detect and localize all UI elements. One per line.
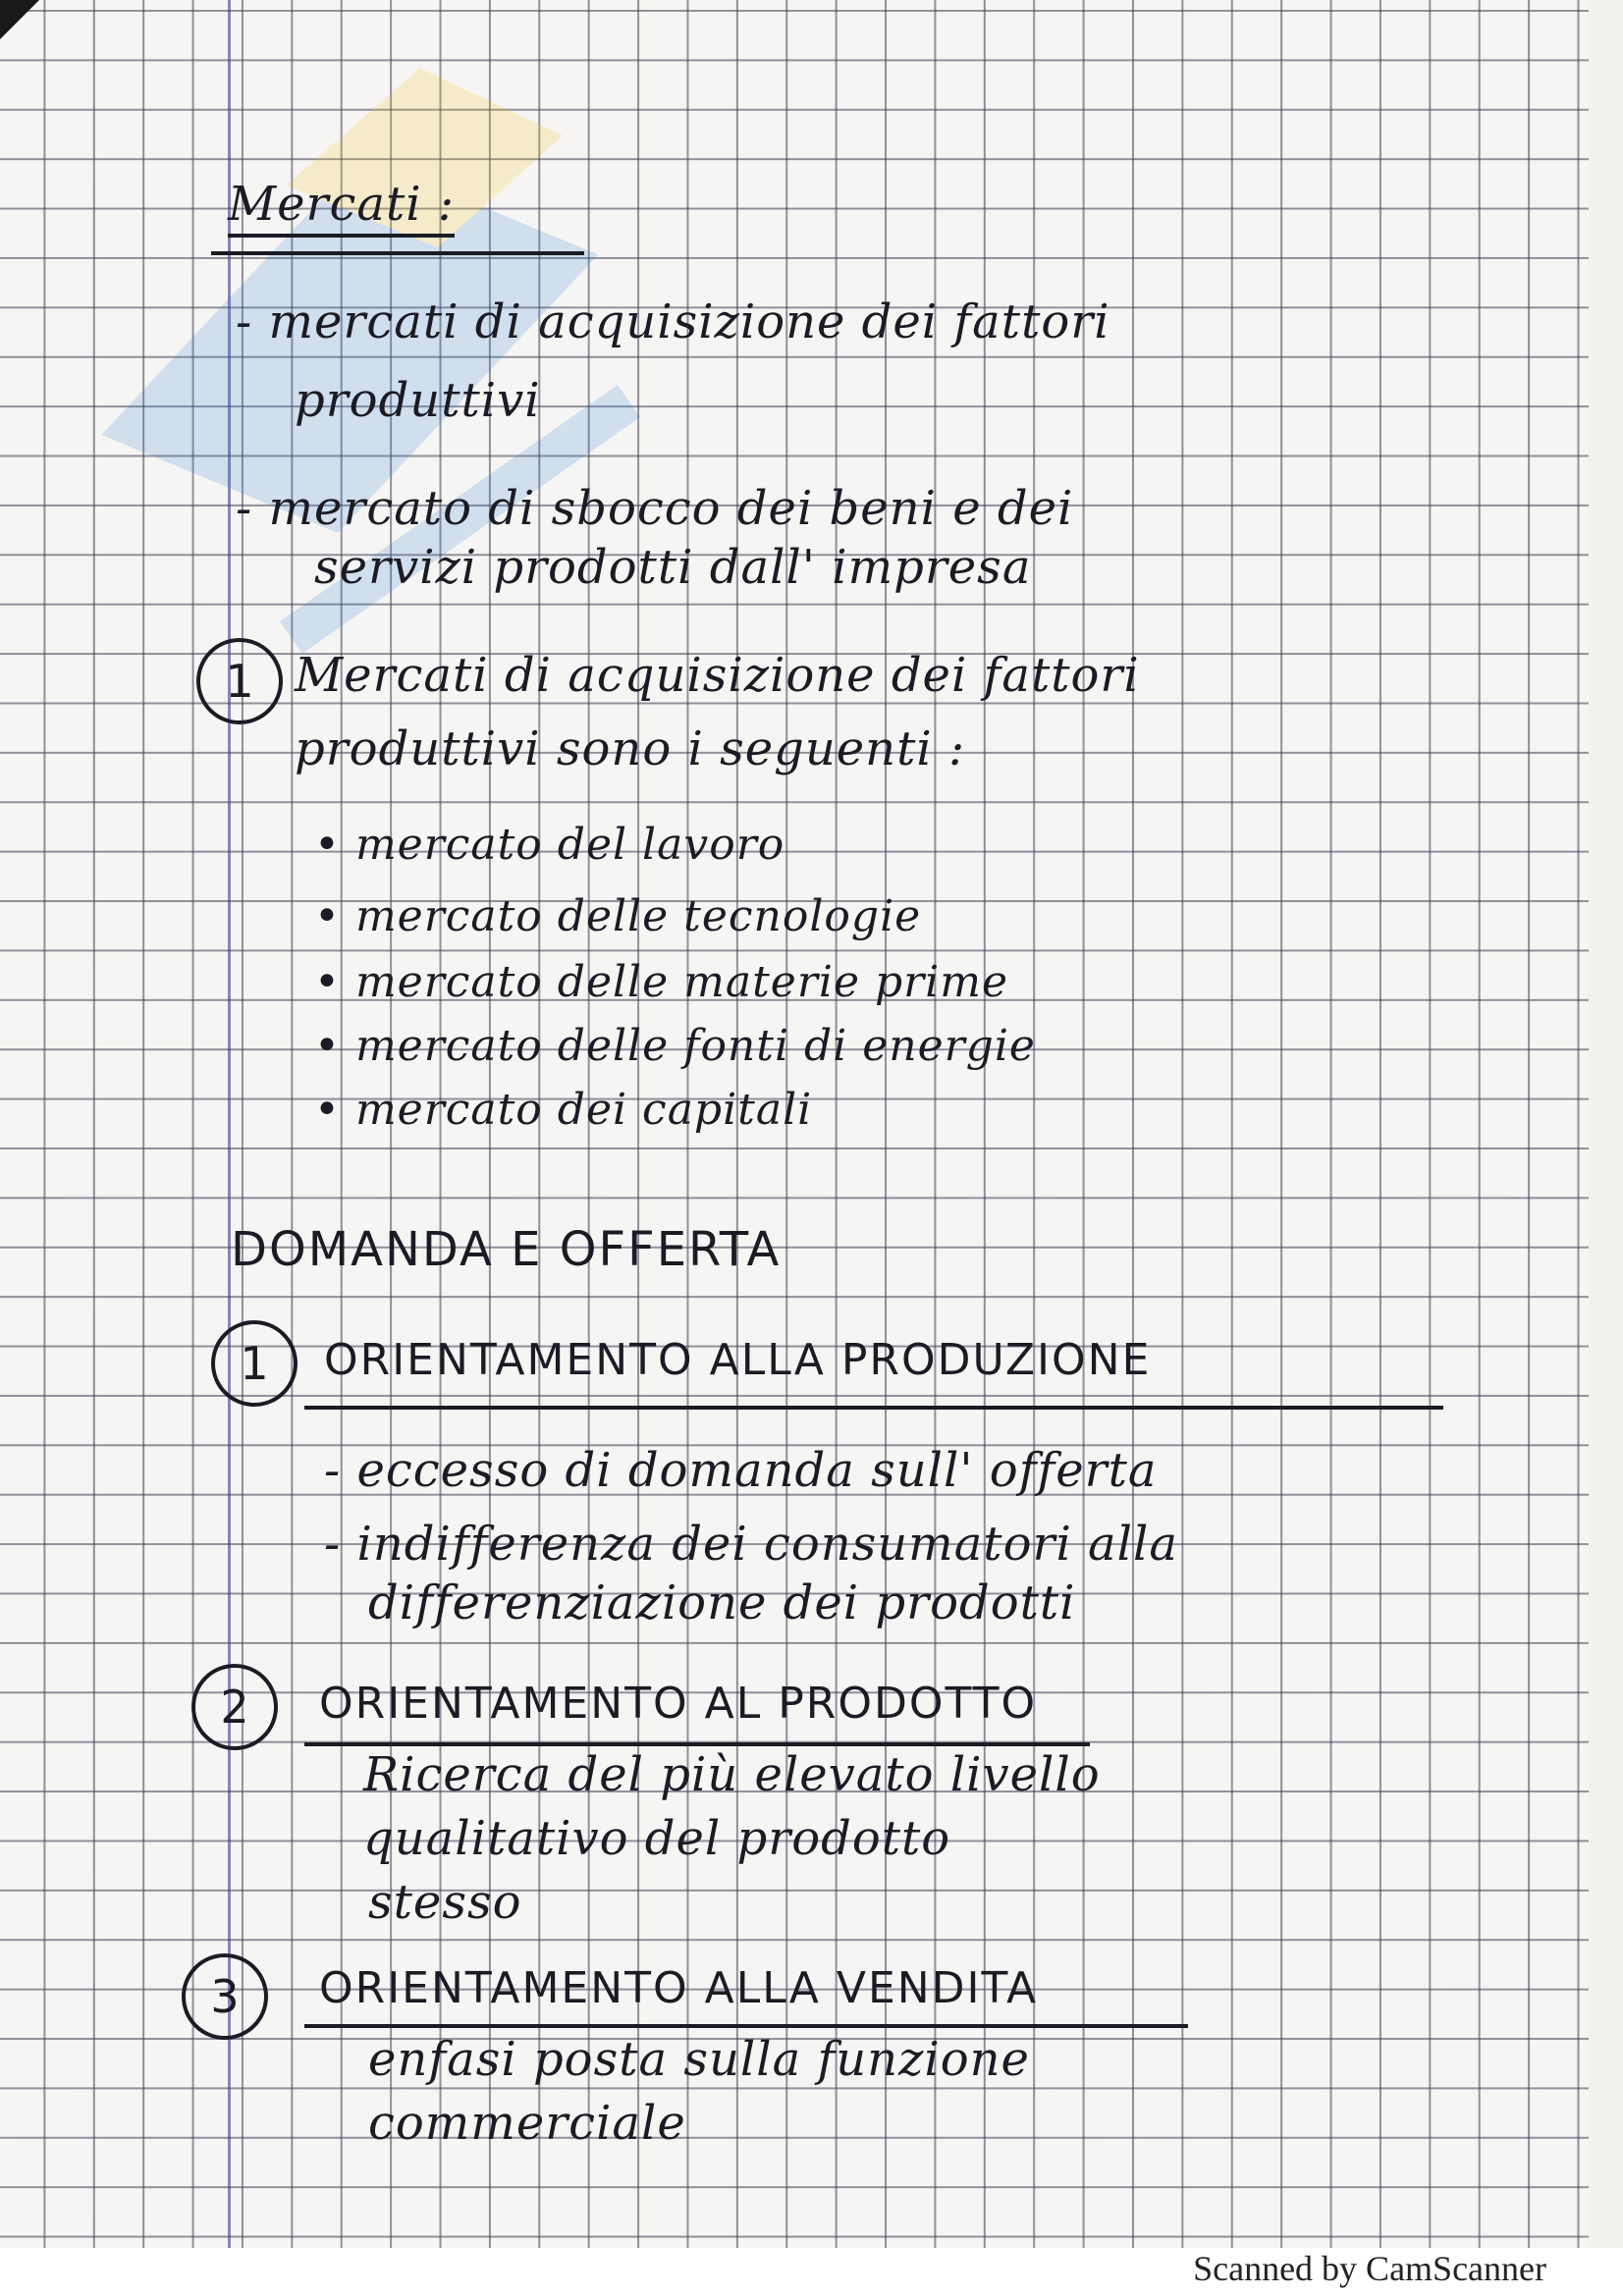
intro-item-1-line-2: produttivi (295, 373, 541, 428)
orient-3-number: 3 (182, 1953, 268, 2040)
orient-1-line-1: - eccesso di domanda sull' offerta (324, 1443, 1158, 1498)
bullet-item: • mercato delle fonti di energie (314, 1021, 1036, 1071)
orient-2-underline (304, 1742, 1090, 1746)
intro-item-1-line-1: - mercati di acquisizione dei fattori (236, 294, 1110, 349)
bullet-item: • mercato del lavoro (314, 820, 785, 870)
orient-3-line-2: commerciale (368, 2096, 686, 2151)
orient-1-number: 1 (211, 1320, 298, 1407)
bullet-item: • mercato delle materie prime (314, 957, 1008, 1007)
orient-1-line-2: - indifferenza dei consumatori alla (324, 1517, 1178, 1572)
orient-2-title: ORIENTAMENTO AL PRODOTTO (319, 1679, 1038, 1729)
title-underline (211, 251, 584, 255)
section-1-line-1: Mercati di acquisizione dei fattori (295, 648, 1140, 703)
orient-3-line-1: enfasi posta sulla funzione (368, 2032, 1030, 2087)
bullet-item: • mercato delle tecnologie (314, 891, 922, 941)
bullet-item: • mercato dei capitali (314, 1085, 813, 1135)
scanner-label: Scanned by CamScanner (1193, 2249, 1546, 2288)
scanner-footer (0, 2248, 1623, 2296)
orient-1-underline (304, 1406, 1443, 1410)
orient-2-number: 2 (191, 1664, 278, 1750)
intro-item-2-line-2: servizi prodotti dall' impresa (314, 540, 1032, 595)
intro-item-2-line-1: - mercato di sbocco dei beni e dei (236, 481, 1074, 536)
orient-1-title: ORIENTAMENTO ALLA PRODUZIONE (324, 1335, 1152, 1385)
orient-2-line-3: stesso (368, 1875, 522, 1930)
section-heading-domanda-offerta: DOMANDA E OFFERTA (231, 1222, 782, 1277)
page-corner (0, 0, 39, 39)
section-1-line-2: produttivi sono i seguenti : (295, 721, 966, 776)
orient-2-line-1: Ricerca del più elevato livello (363, 1747, 1101, 1802)
page-title: Mercati : (228, 177, 455, 238)
orient-3-title: ORIENTAMENTO ALLA VENDITA (319, 1963, 1039, 2013)
orient-2-line-2: qualitativo del prodotto (363, 1811, 951, 1866)
orient-3-underline (304, 2024, 1188, 2028)
section-1-number: 1 (196, 638, 283, 724)
orient-1-line-3: differenziazione dei prodotti (368, 1575, 1076, 1630)
